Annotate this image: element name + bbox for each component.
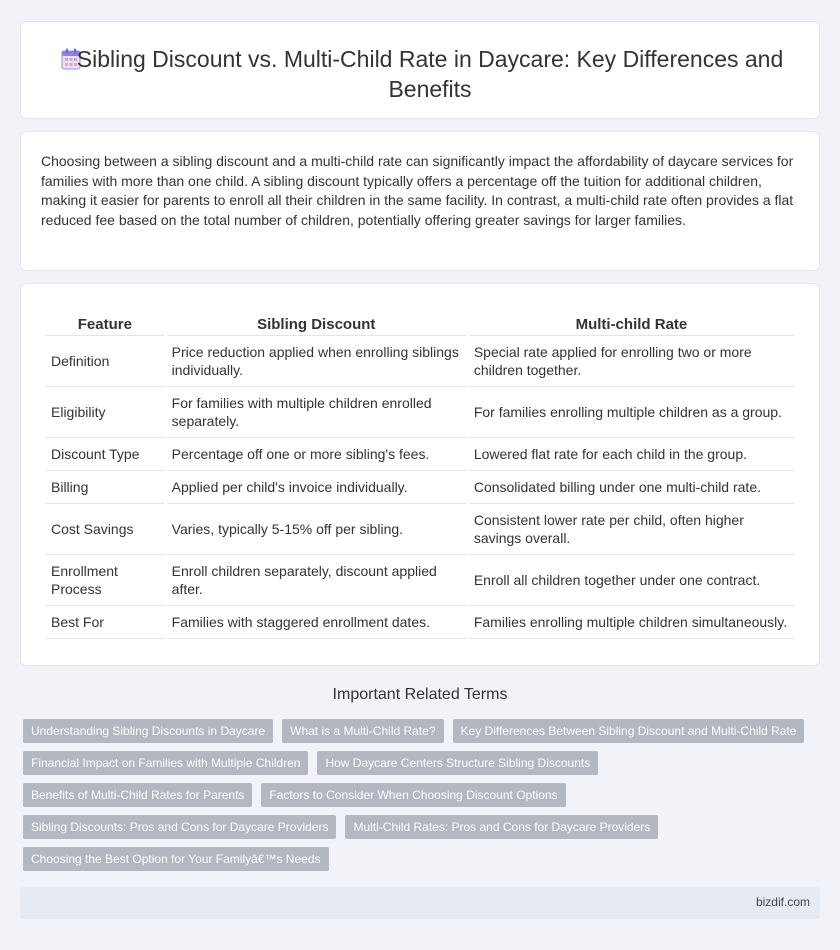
related-term-tag[interactable]: What is a Multi-Child Rate? <box>282 719 443 743</box>
column-header-multi-child-rate: Multi-child Rate <box>469 294 794 336</box>
related-term-tag[interactable]: Key Differences Between Sibling Discount and Multi-Child Rate <box>453 719 805 743</box>
sibling-discount-cell: Percentage off one or more sibling's fees. <box>167 438 466 471</box>
related-terms-title: Important Related Terms <box>332 686 508 703</box>
related-term-tag[interactable]: Choosing the Best Option for Your Familyâ€™s Needs <box>23 847 329 871</box>
related-term-tag[interactable]: Benefits of Multi-Child Rates for Parents <box>23 783 252 807</box>
footer-bar <box>20 887 820 919</box>
multi-child-rate-cell: Consistent lower rate per child, often higher savings overall. <box>469 504 794 555</box>
page-title: Sibling Discount vs. Multi-Child Rate in Daycare: Key Differences and Benefits <box>76 46 784 102</box>
multi-child-rate-cell: For families enrolling multiple children as a group. <box>469 387 794 438</box>
table-row <box>46 606 794 639</box>
sibling-discount-cell: Varies, typically 5-15% off per sibling. <box>167 504 466 555</box>
feature-cell: Cost Savings <box>46 504 164 555</box>
table-row <box>46 438 794 471</box>
table-row <box>46 555 794 606</box>
related-term-tag[interactable]: Sibling Discounts: Pros and Cons for Daycare Providers <box>23 815 336 839</box>
feature-cell: Billing <box>46 471 164 504</box>
column-header-feature: Feature <box>46 294 164 336</box>
column-header-sibling-discount: Sibling Discount <box>167 294 466 336</box>
table-row <box>46 387 794 438</box>
related-term-tag[interactable]: Understanding Sibling Discounts in Daycare <box>23 719 273 743</box>
sibling-discount-cell: For families with multiple children enrolled separately. <box>167 387 466 438</box>
related-terms-list <box>23 719 817 871</box>
related-term-tag[interactable]: How Daycare Centers Structure Sibling Discounts <box>317 751 598 775</box>
related-term-tag[interactable]: Financial Impact on Families with Multiple Children <box>23 751 308 775</box>
multi-child-rate-cell: Lowered flat rate for each child in the group. <box>469 438 794 471</box>
comparison-card <box>20 283 820 666</box>
feature-cell: Eligibility <box>46 387 164 438</box>
comparison-table <box>43 294 797 639</box>
footer-site-name[interactable]: bizdif.com <box>755 895 810 909</box>
intro-paragraph: Choosing between a sibling discount and a multi-child rate can significantly impact the affordability of daycare services for families with more than one child. A sibling discount typically offers a percentage off the tuition for additional children, making it easier for parents to enroll all their children in the same facility. In contrast, a multi-child rate often provides a flat reduced fee based on the total number of children, potentially offering greater savings for larger families. <box>41 153 794 228</box>
header-card <box>20 21 820 119</box>
feature-cell: Enrollment Process <box>46 555 164 606</box>
feature-cell: Best For <box>46 606 164 639</box>
table-row <box>46 504 794 555</box>
sibling-discount-cell: Price reduction applied when enrolling siblings individually. <box>167 336 466 387</box>
multi-child-rate-cell: Families enrolling multiple children simultaneously. <box>469 606 794 639</box>
multi-child-rate-cell: Enroll all children together under one contract. <box>469 555 794 606</box>
table-row <box>46 336 794 387</box>
intro-card <box>20 131 820 271</box>
feature-cell: Definition <box>46 336 164 387</box>
sibling-discount-cell: Families with staggered enrollment dates. <box>167 606 466 639</box>
sibling-discount-cell: Applied per child's invoice individually. <box>167 471 466 504</box>
multi-child-rate-cell: Consolidated billing under one multi-child rate. <box>469 471 794 504</box>
sibling-discount-cell: Enroll children separately, discount applied after. <box>167 555 466 606</box>
related-term-tag[interactable]: Multi-Child Rates: Pros and Cons for Daycare Providers <box>345 815 658 839</box>
multi-child-rate-cell: Special rate applied for enrolling two or more children together. <box>469 336 794 387</box>
table-header-row <box>46 294 794 336</box>
related-term-tag[interactable]: Factors to Consider When Choosing Discount Options <box>261 783 565 807</box>
feature-cell: Discount Type <box>46 438 164 471</box>
table-row <box>46 471 794 504</box>
